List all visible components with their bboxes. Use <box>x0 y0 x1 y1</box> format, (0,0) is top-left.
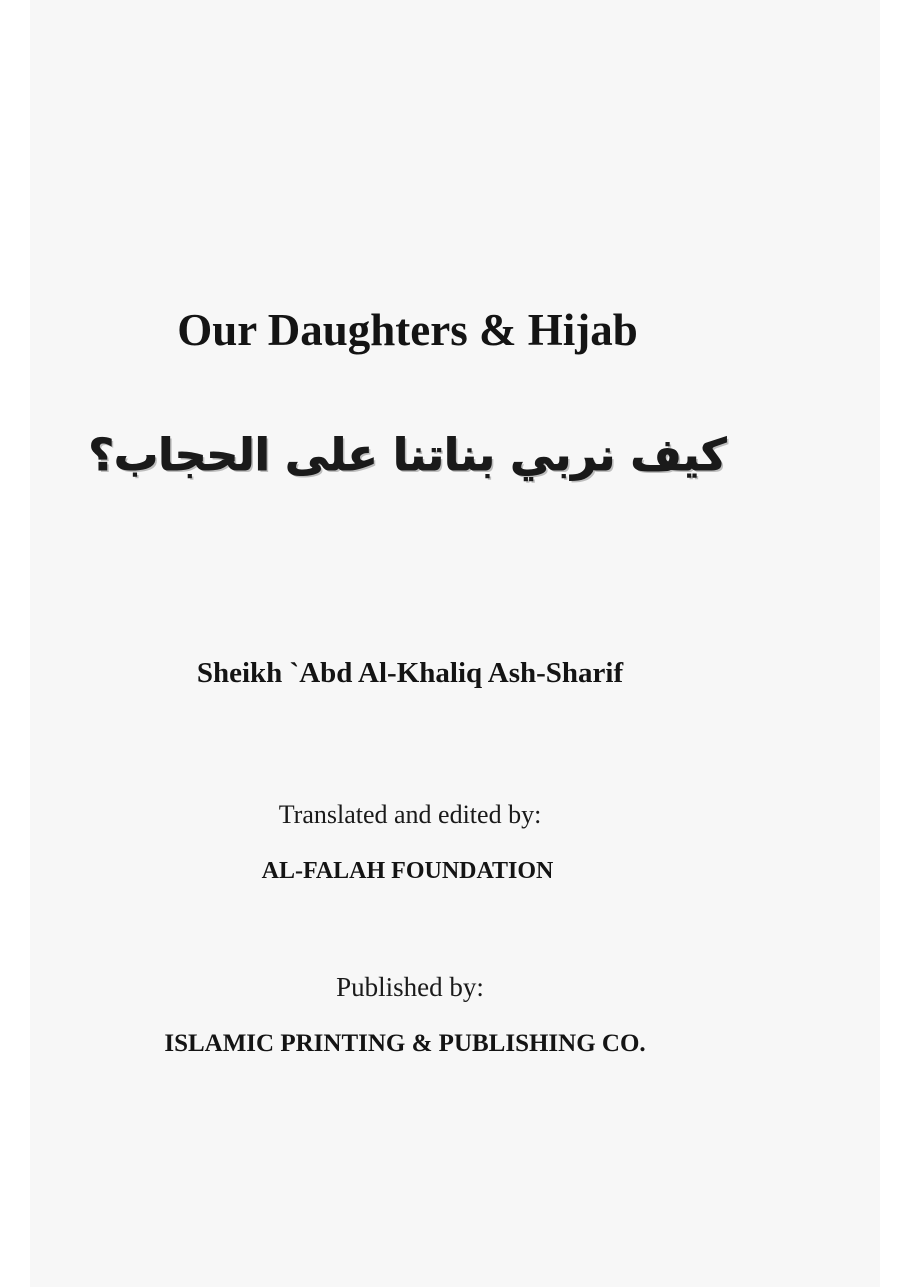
publisher-name: ISLAMIC PRINTING & PUBLISHING CO. <box>164 1030 646 1057</box>
book-title-page <box>30 0 880 1287</box>
book-title: Our Daughters & Hijab <box>177 305 638 355</box>
translated-by-label: Translated and edited by: <box>278 800 542 829</box>
arabic-title: كيف نربي بناتنا على الحجاب؟ <box>88 430 727 481</box>
author-name: Sheikh `Abd Al-Khaliq Ash-Sharif <box>196 657 624 689</box>
published-by-label: Published by: <box>336 972 484 1002</box>
translator-name: AL-FALAH FOUNDATION <box>261 858 554 884</box>
